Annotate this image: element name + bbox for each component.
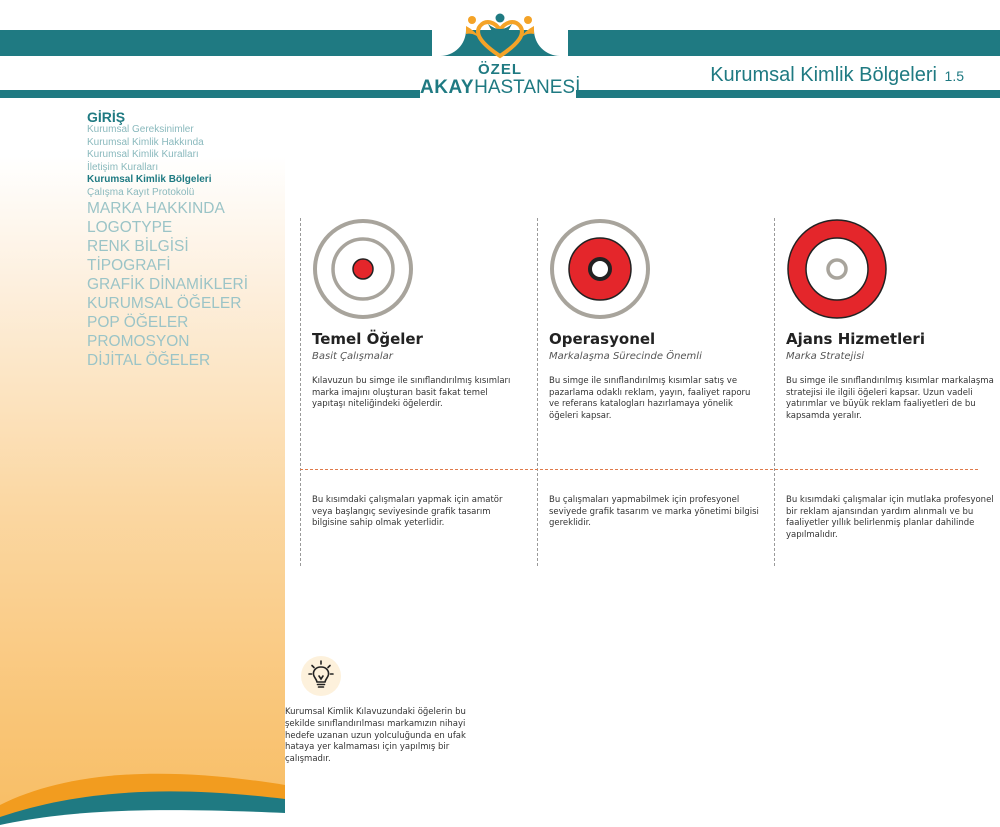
column-divider <box>300 218 301 566</box>
nav-main-item[interactable]: KURUMSAL ÖĞELER <box>87 295 242 312</box>
target-inner-icon <box>312 218 414 320</box>
nav-heading-giris[interactable]: GİRİŞ <box>87 109 126 125</box>
logo-rest: HASTANESİ <box>474 77 581 98</box>
column-note: Bu çalışmaları yapmabilmek için profesyonel seviyede grafik tasarım ve marka yönetimi bilgisi gereklidir. <box>549 495 759 528</box>
column-divider <box>537 218 538 566</box>
page-title-text: Kurumsal Kimlik Bölgeleri <box>710 64 937 86</box>
nav-sub-item[interactable]: Çalışma Kayıt Protokolü <box>87 186 195 198</box>
nav-sub-item[interactable]: Kurumsal Kimlik Hakkında <box>87 136 204 148</box>
tip-text: Kurumsal Kimlik Kılavuzundaki öğelerin bu şekilde sınıflandırılması markamızın nihayi hedefe uzanan uzun yolculuğunda en ufak hataya yer kalmaması için yapılmış bir çalışmadır. <box>285 707 466 765</box>
nav-main-item[interactable]: MARKA HAKKINDA <box>87 200 225 217</box>
column-description: Kılavuzun bu simge ile sınıflandırılmış kısımları marka imajını oluşturan basit fakat temel yapıtaşı niteliğindeki öğelerdir. <box>312 376 511 409</box>
nav-sub-item-active[interactable]: Kurumsal Kimlik Bölgeleri <box>87 174 212 185</box>
nav-sub-item[interactable]: İletişim Kuralları <box>87 161 159 173</box>
lightbulb-icon <box>301 656 341 696</box>
column-description: Bu simge ile sınıflandırılmış kısımlar markalaşma stratejisi ile ilgili öğeleri kapsar. Uzun vadeli yatırımlar ve büyük reklam faaliyetleri de bu kapsamda yeralır. <box>786 376 994 421</box>
target-outer-icon <box>786 218 888 320</box>
column-divider <box>774 218 775 566</box>
nav-main-item[interactable]: RENK BİLGİSİ <box>87 238 189 255</box>
column-subtitle: Marka Stratejisi <box>786 351 865 362</box>
hospital-logo <box>420 12 580 104</box>
target-middle-icon <box>549 218 651 320</box>
column-subtitle: Basit Çalışmalar <box>312 351 393 362</box>
column-description: Bu simge ile sınıflandırılmış kısımlar satış ve pazarlama odaklı reklam, yayın, faaliyet raporu ve referans katalogları hazırlamaya yönelik öğeleri kapsar. <box>549 376 751 421</box>
sidebar-nav <box>87 110 287 370</box>
logo-line1: ÖZEL <box>478 61 522 78</box>
nav-sub-item[interactable]: Kurumsal Gereksinimler <box>87 124 194 135</box>
nav-main-item[interactable]: LOGOTYPE <box>87 219 173 236</box>
nav-main-item[interactable]: POP ÖĞELER <box>87 314 189 331</box>
nav-main-item[interactable]: TİPOGRAFİ <box>87 257 171 274</box>
sidebar-swoosh <box>0 755 285 827</box>
page-title <box>710 64 964 87</box>
nav-main-item[interactable]: PROMOSYON <box>87 333 190 350</box>
logo-line2 <box>420 78 580 98</box>
column-note: Bu kısımdaki çalışmalar için mutlaka profesyonel bir reklam ajansından yardım alınmalı ve bu faaliyetler yıllık belirlenmiş planlar dahilinde yapılmalıdır. <box>786 495 994 540</box>
logo-brand: AKAY <box>420 77 475 98</box>
column-title: Ajans Hizmetleri <box>786 330 925 348</box>
logo-figures-icon <box>460 12 540 60</box>
section-number: 1.5 <box>944 68 964 84</box>
column-title: Operasyonel <box>549 330 656 348</box>
column-subtitle: Markalaşma Sürecinde Önemli <box>549 351 702 362</box>
nav-main-item[interactable]: DİJİTAL ÖĞELER <box>87 352 211 369</box>
column-note: Bu kısımdaki çalışmaları yapmak için amatör veya başlangıç seviyesinde grafik tasarım bilgisine sahip olmak yeterlidir. <box>312 495 503 528</box>
row-divider <box>300 469 978 470</box>
nav-sub-item[interactable]: Kurumsal Kimlik Kuralları <box>87 149 199 160</box>
column-title: Temel Öğeler <box>312 330 423 348</box>
nav-main-item[interactable]: GRAFİK DİNAMİKLERİ <box>87 276 249 293</box>
